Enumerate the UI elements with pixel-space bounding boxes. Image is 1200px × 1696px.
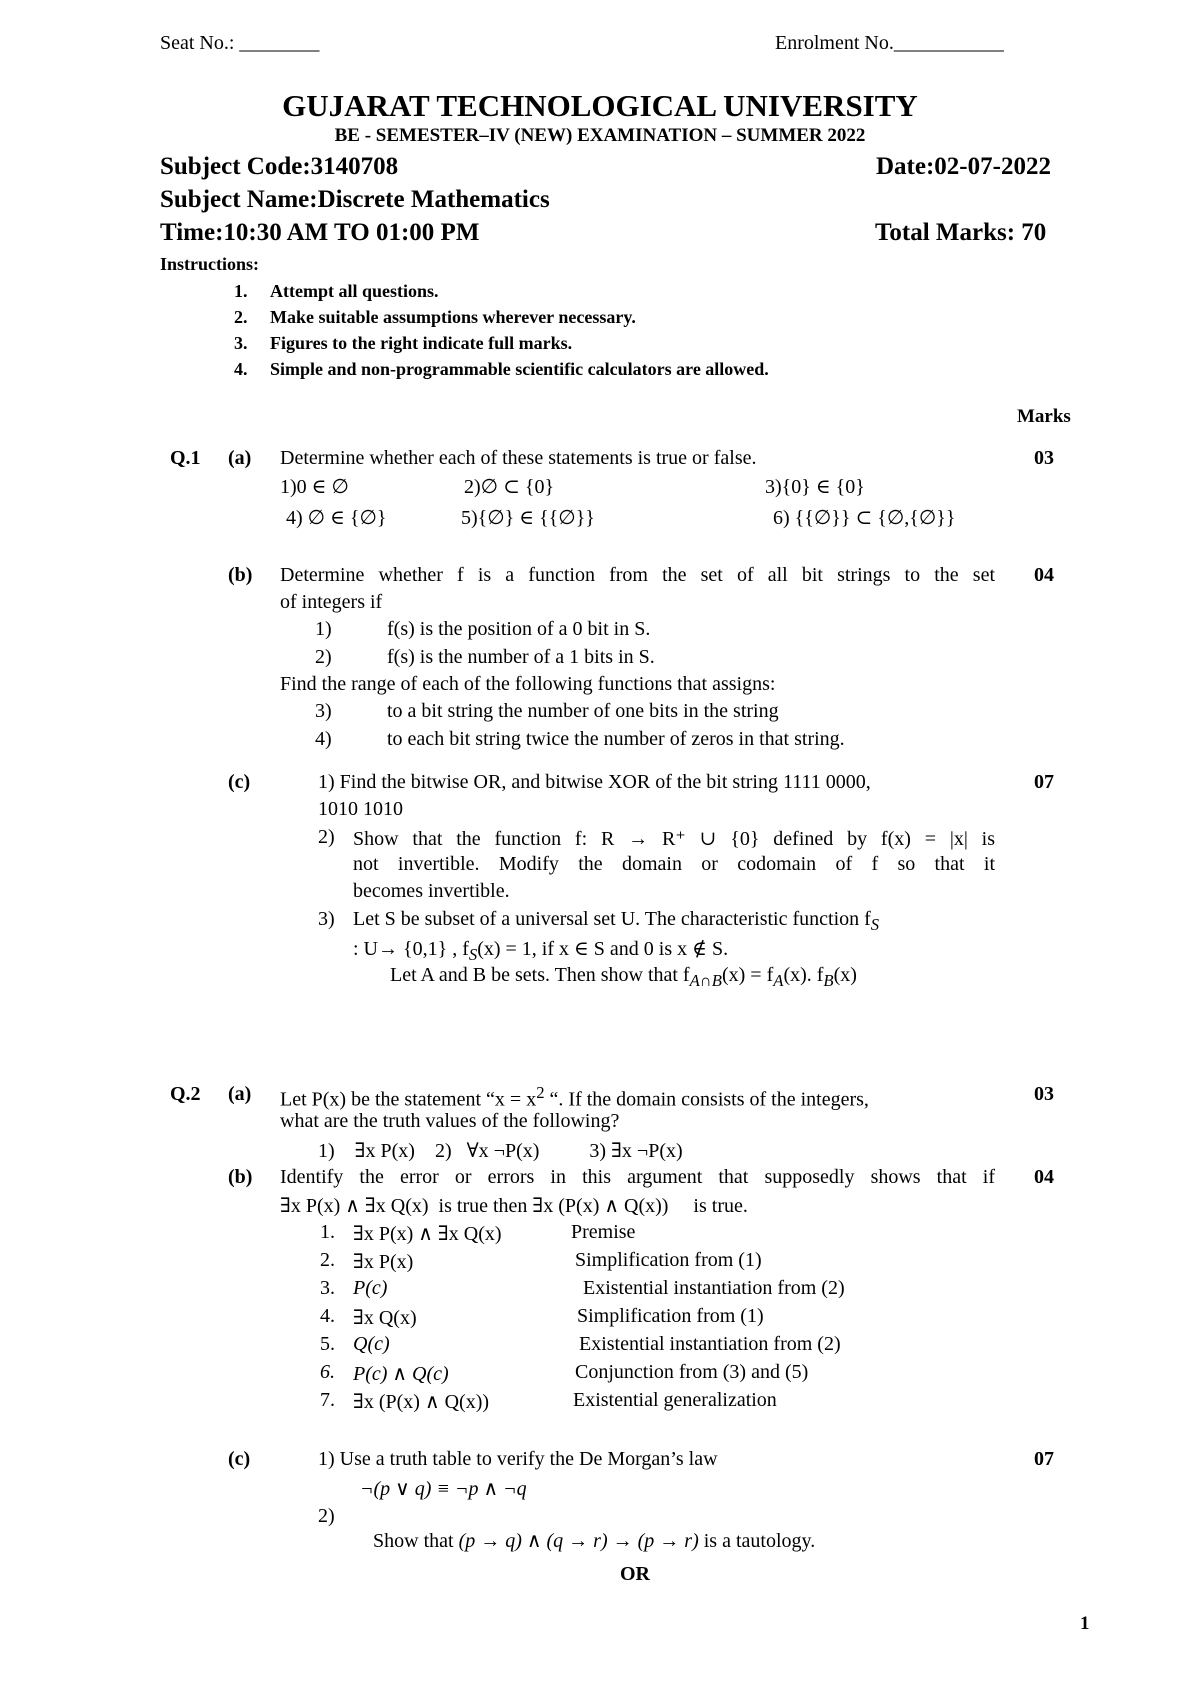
question-text: not invertible. Modify the domain or codomain of f so that it xyxy=(353,853,995,875)
step-number: 3. xyxy=(320,1277,335,1299)
step-reason: Premise xyxy=(571,1221,636,1243)
question-text: what are the truth values of the following? xyxy=(280,1110,620,1132)
question-text xyxy=(353,908,879,935)
text-run: Let P(x) be the statement “x = x xyxy=(280,1088,537,1111)
exam-date: Date:02-07-2022 xyxy=(876,153,1051,180)
part-label: (a) xyxy=(228,447,252,469)
step-reason: Existential generalization xyxy=(573,1389,777,1411)
step-number: 1. xyxy=(320,1221,335,1243)
step-reason: Simplification from (1) xyxy=(575,1249,762,1271)
question-marks: 04 xyxy=(1034,564,1054,586)
question-text: Determine whether f is a function from the set of all bit strings to the set xyxy=(280,564,995,586)
step-statement: P(c) ∧ Q(c) xyxy=(353,1363,449,1385)
statement-item: 2)∅ ⊂ {0} xyxy=(464,476,555,498)
subscript: A∩B xyxy=(689,971,722,990)
step-statement: P(c) xyxy=(353,1277,388,1299)
instruction-number: 3. xyxy=(234,333,248,353)
sub-item-text: to each bit string twice the number of zeros in that string. xyxy=(387,728,845,750)
sub-item-text: f(s) is the position of a 0 bit in S. xyxy=(387,618,651,640)
question-text: Find the range of each of the following functions that assigns: xyxy=(280,673,776,695)
subscript: S xyxy=(468,945,478,964)
instruction-text: Make suitable assumptions wherever necessary. xyxy=(270,307,636,327)
instruction-number: 2. xyxy=(234,307,248,327)
statement-item: 4) ∅ ∈ {∅} xyxy=(286,507,387,529)
question-text: 1) Find the bitwise OR, and bitwise XOR of the bit string 1111 0000, xyxy=(318,771,871,793)
step-statement: Q(c) xyxy=(353,1333,390,1355)
statement-item: 3){0} ∈ {0} xyxy=(765,476,865,498)
instruction-number: 1. xyxy=(234,281,248,301)
subject-name: Subject Name:Discrete Mathematics xyxy=(160,186,550,213)
text-run: Let S be subset of a universal set U. The characteristic function f xyxy=(353,908,871,930)
question-text: ∃x P(x) ∧ ∃x Q(x) is true then ∃x (P(x) ∧ Q(x)) is true. xyxy=(280,1195,748,1217)
question-marks: 07 xyxy=(1034,771,1054,793)
sub-item-number: 4) xyxy=(315,728,332,750)
text-run: (x) = 1, if x ∈ S and 0 is x ∉ S. xyxy=(477,938,729,960)
step-reason: Existential instantiation from (2) xyxy=(583,1277,845,1299)
marks-heading: Marks xyxy=(1017,406,1071,427)
statement-item: 6) {{∅}} ⊂ {∅,{∅}} xyxy=(773,507,956,529)
question-text: of integers if xyxy=(280,591,383,613)
part-label: (b) xyxy=(228,564,253,586)
step-statement: ∃x P(x) xyxy=(353,1251,414,1273)
step-number: 5. xyxy=(320,1333,335,1355)
text-run: : U→ {0,1} , f xyxy=(353,938,469,960)
instructions-heading: Instructions: xyxy=(160,254,260,274)
question-marks: 03 xyxy=(1034,447,1054,469)
part-label: (c) xyxy=(228,771,251,793)
sub-item-number: 2) xyxy=(318,826,335,848)
text-run: is a tautology. xyxy=(698,1530,816,1552)
step-number: 2. xyxy=(320,1249,335,1271)
university-title: GUJARAT TECHNOLOGICAL UNIVERSITY xyxy=(282,88,918,123)
question-text xyxy=(280,1083,869,1112)
question-label: Q.1 xyxy=(170,447,201,469)
question-text: Determine whether each of these statements is true or false. xyxy=(280,447,757,469)
part-label: (a) xyxy=(228,1083,252,1105)
exam-title: BE - SEMESTER–IV (NEW) EXAMINATION – SUMMER 2022 xyxy=(334,125,866,146)
sub-item-number: 2) xyxy=(318,1505,335,1527)
step-reason: Existential instantiation from (2) xyxy=(579,1333,841,1355)
subscript: A xyxy=(773,971,784,990)
formula: ¬(p ∨ q) ≡ ¬p ∧ ¬q xyxy=(360,1478,527,1500)
question-marks: 03 xyxy=(1034,1083,1054,1105)
formula: (p → q) ∧ (q → r) → (p → r) xyxy=(458,1530,699,1552)
question-text xyxy=(353,936,728,965)
sub-item-number: 2) xyxy=(315,646,332,668)
question-text xyxy=(390,964,857,991)
exam-time: Time:10:30 AM TO 01:00 PM xyxy=(160,219,480,246)
statement-item: 1) ∃x P(x) 2) ∀x ¬P(x) 3) ∃x ¬P(x) xyxy=(318,1140,683,1162)
sub-item-number: 3) xyxy=(315,700,332,722)
text-run: “. If the domain consists of the integers, xyxy=(544,1088,869,1111)
subscript: S xyxy=(870,915,880,934)
text-run: (x) = f xyxy=(721,964,774,986)
text-run: Show that xyxy=(373,1530,459,1552)
seat-number: Seat No.: ________ xyxy=(160,32,320,54)
sub-item-number: 1) xyxy=(315,618,332,640)
question-text: Show that the function f: R → R⁺ ∪ {0} defined by f(x) = |x| is xyxy=(353,828,995,850)
part-label: (b) xyxy=(228,1166,253,1188)
sub-item-text: f(s) is the number of a 1 bits in S. xyxy=(387,646,655,668)
question-text: 1010 1010 xyxy=(318,798,403,820)
text-run: (x) xyxy=(833,964,857,986)
sub-item-number: 3) xyxy=(318,908,335,930)
question-marks: 04 xyxy=(1034,1166,1054,1188)
question-label: Q.2 xyxy=(170,1083,201,1105)
total-marks: Total Marks: 70 xyxy=(875,219,1047,246)
sub-item-text: to a bit string the number of one bits in the string xyxy=(387,700,779,722)
instruction-number: 4. xyxy=(234,359,248,379)
step-statement: ∃x (P(x) ∧ Q(x)) xyxy=(353,1391,490,1413)
page-number: 1 xyxy=(1080,1613,1090,1634)
subject-code: Subject Code:3140708 xyxy=(160,153,399,180)
instruction-text: Attempt all questions. xyxy=(270,281,439,301)
step-number: 7. xyxy=(320,1389,335,1411)
step-statement: ∃x P(x) ∧ ∃x Q(x) xyxy=(353,1223,502,1245)
text-run: (x). f xyxy=(783,964,824,986)
instruction-text: Simple and non-programmable scientific calculators are allowed. xyxy=(270,359,769,379)
part-label: (c) xyxy=(228,1448,251,1470)
superscript: 2 xyxy=(536,1083,545,1102)
step-reason: Conjunction from (3) and (5) xyxy=(575,1361,809,1383)
text-run: Let A and B be sets. Then show that f xyxy=(390,964,690,986)
step-statement: ∃x Q(x) xyxy=(353,1307,417,1329)
step-number: 4. xyxy=(320,1305,335,1327)
subscript: B xyxy=(823,971,834,990)
statement-item: 1)0 ∈ ∅ xyxy=(280,476,349,498)
or-separator: OR xyxy=(620,1563,650,1585)
question-marks: 07 xyxy=(1034,1448,1054,1470)
question-text: becomes invertible. xyxy=(353,880,510,902)
step-number: 6. xyxy=(320,1361,335,1383)
statement-item: 5){∅} ∈ {{∅}} xyxy=(461,507,595,529)
enrolment-number: Enrolment No.___________ xyxy=(775,32,1004,54)
question-text: Identify the error or errors in this argument that supposedly shows that if xyxy=(280,1166,995,1188)
step-reason: Simplification from (1) xyxy=(577,1305,764,1327)
instruction-text: Figures to the right indicate full marks. xyxy=(270,333,573,353)
question-text xyxy=(353,1505,815,1576)
question-text: 1) Use a truth table to verify the De Morgan’s law xyxy=(318,1448,718,1470)
